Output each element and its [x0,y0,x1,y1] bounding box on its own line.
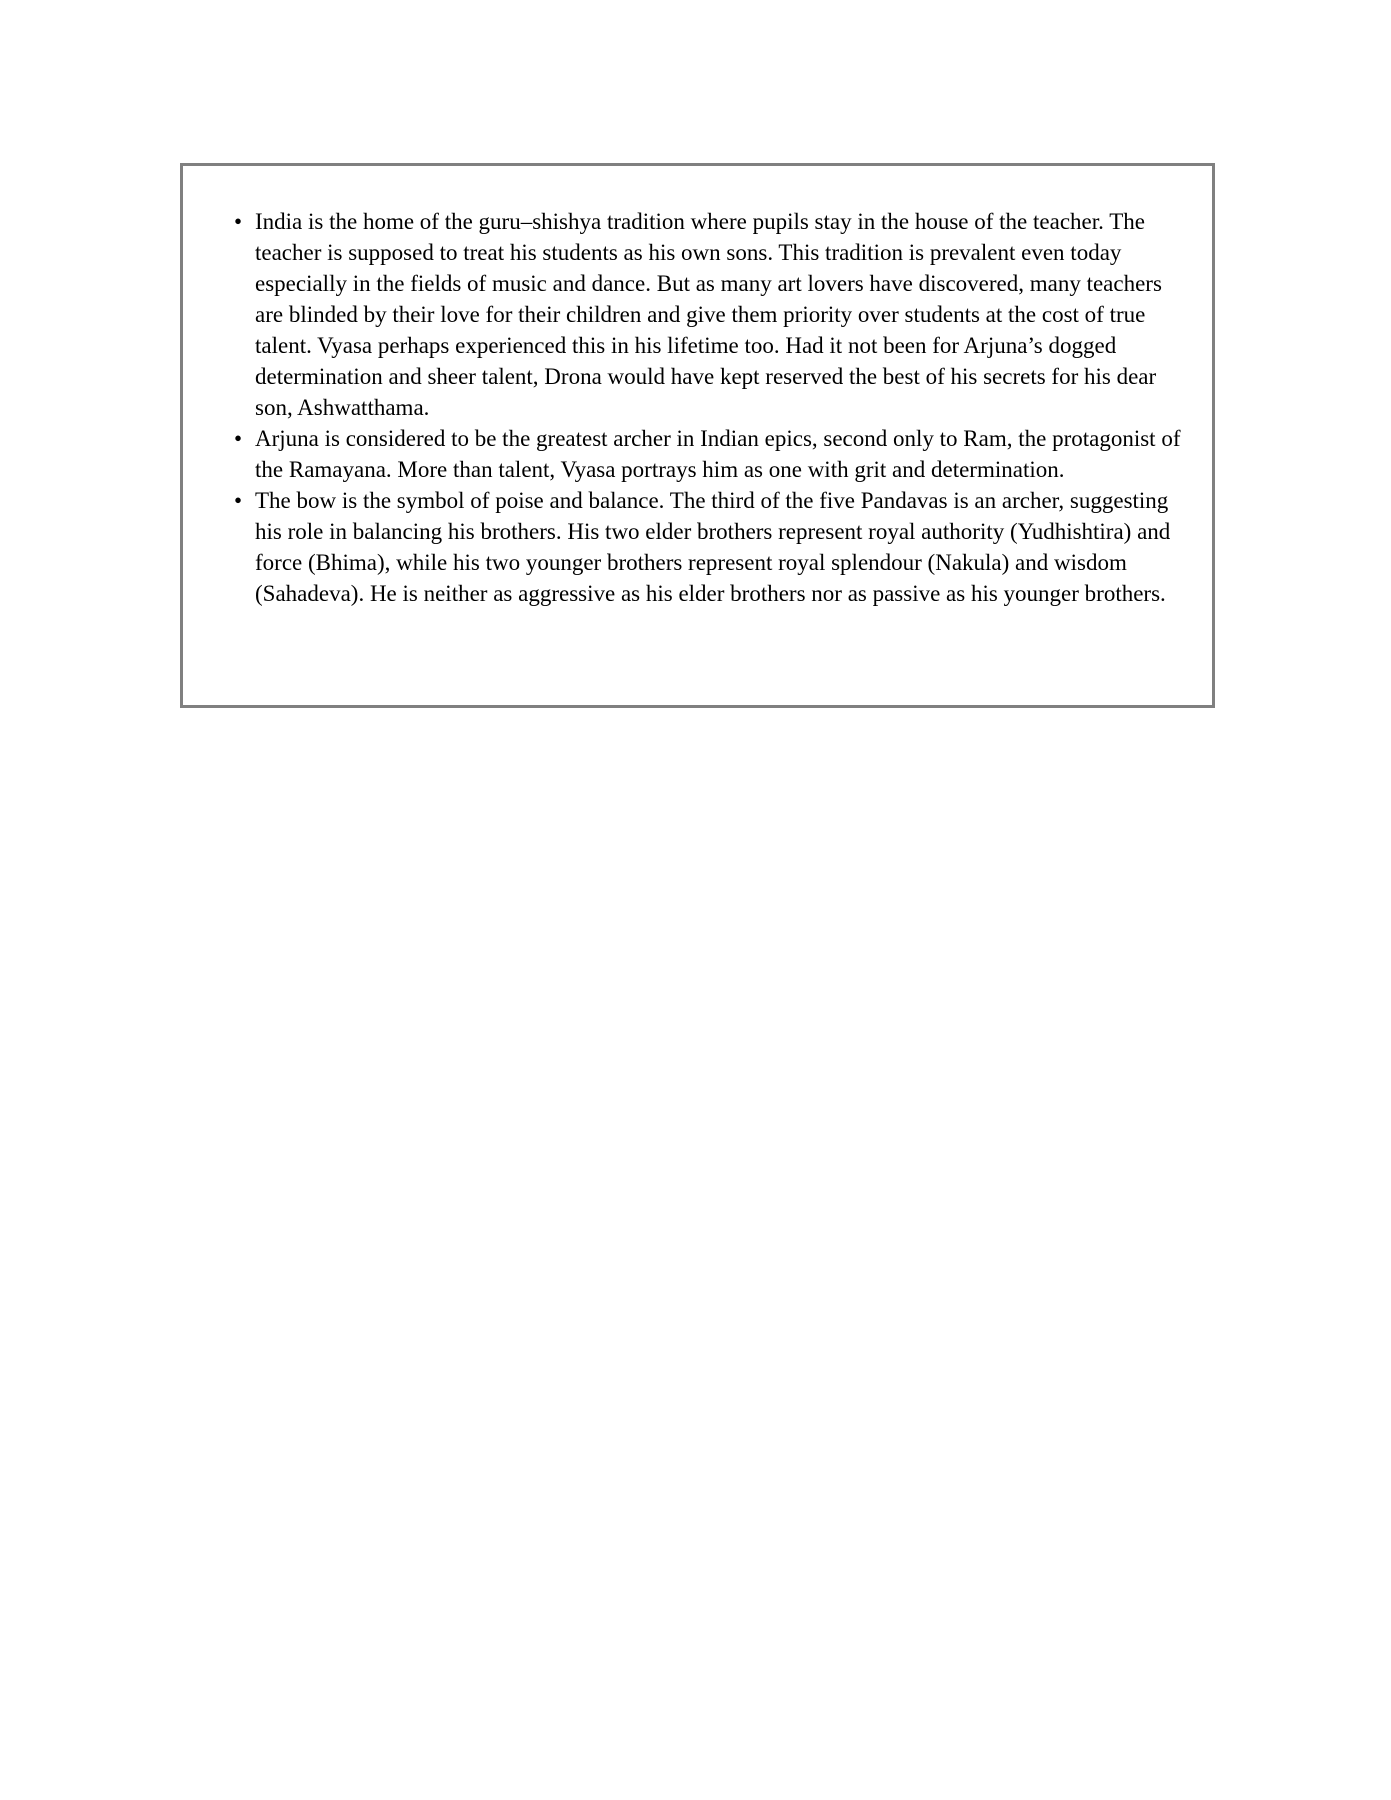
bullet-icon: • [233,488,243,513]
list-item-text: India is the home of the guru–shishya tradition where pupils stay in the house of the teacher. The teacher is supposed to treat his students as his own sons. This tradition is prevalent even today especially in the fields of music and dance. But as many art lovers have discovered, many teachers are blinded by their love for their children and give them priority over students at the cost of true talent. Vyasa perhaps experienced this in his lifetime too. Had it not been for Arjuna’s dogged determination and sheer talent, Drona would have kept reserved the best of his secrets for his dear son, Ashwatthama. [255,209,1162,420]
list-item [231,485,1181,609]
bullet-icon: • [233,209,243,234]
list-item [231,423,1181,485]
list-item-text: The bow is the symbol of poise and balance. The third of the five Pandavas is an archer, suggesting his role in balancing his brothers. His two elder brothers represent royal authority (Yudhishtira) and force (Bhima), while his two younger brothers represent royal splendour (Nakula) and wisdom (Sahadeva). He is neither as aggressive as his elder brothers nor as passive as his younger brothers. [255,488,1171,606]
list-item [231,206,1181,423]
bullet-icon: • [233,426,243,451]
bordered-text-box [180,163,1215,708]
bullet-list [231,206,1181,609]
list-item-text: Arjuna is considered to be the greatest archer in Indian epics, second only to Ram, the protagonist of the Ramayana. More than talent, Vyasa portrays him as one with grit and determination. [255,426,1181,482]
